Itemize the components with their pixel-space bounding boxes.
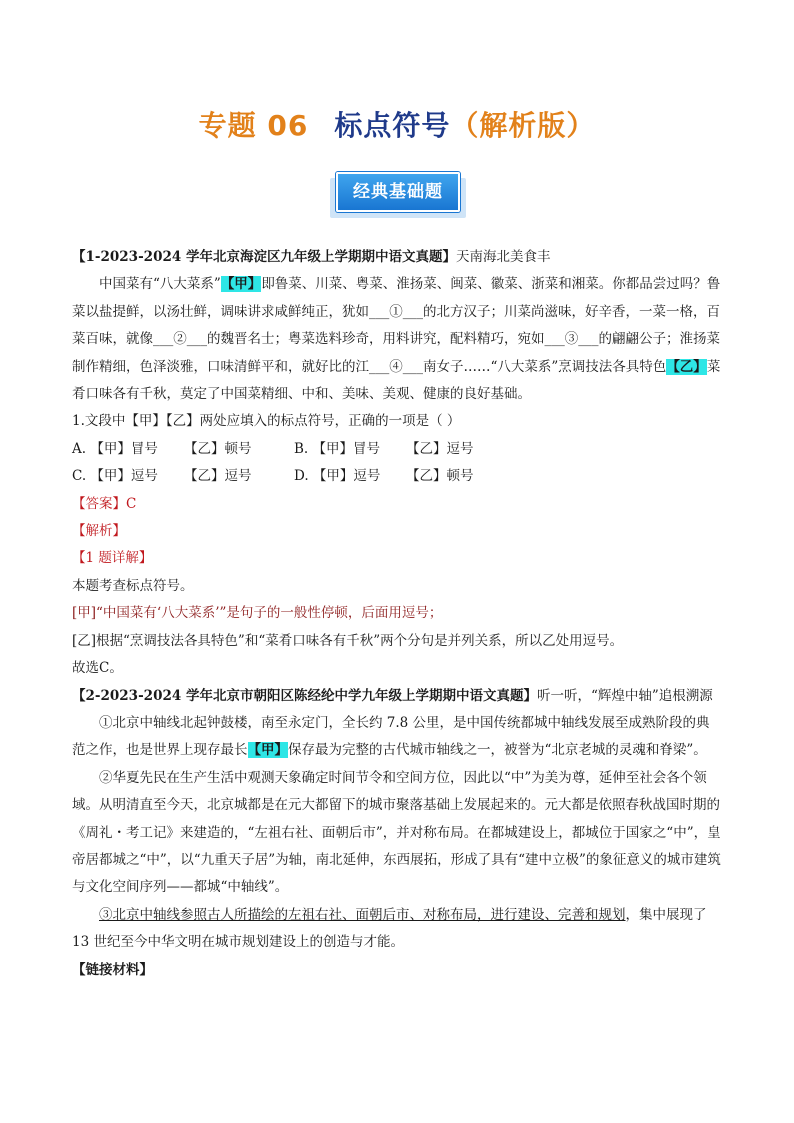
mark-jia: 【甲】	[220, 276, 262, 293]
mark-yi: 【乙】	[666, 358, 707, 375]
option-d: D. 【甲】逗号	[294, 468, 381, 485]
explanation-line: 本题考查标点符号。	[72, 577, 194, 594]
question-2-topic: 听一听，“辉煌中轴”追根溯源	[536, 687, 713, 704]
question-1-topic: 天南海北美食丰	[455, 249, 551, 265]
badge-label: 经典基础题	[336, 172, 460, 212]
passage-text: 中国菜有“八大菜系”	[99, 276, 221, 293]
option-a-yi: 【乙】顿号	[184, 440, 252, 457]
answer-label: 【答案】C	[72, 495, 137, 512]
option-b-yi: 【乙】逗号	[406, 440, 474, 457]
options-row-2	[72, 463, 722, 490]
passage-text: ①北京中轴线北起钟鼓楼，南至永定门，全长约 7.8 公里，是中国传统都城中轴线发展至成熟阶段的典范之作，也是世界上现存最长	[72, 714, 710, 759]
passage-text: 保存最为完整的古代城市轴线之一，被誉为“北京老城的灵魂和脊梁”。	[288, 742, 707, 759]
title-topic-name: 标点符号	[334, 109, 451, 142]
explanation-line: [乙]根据“烹调技法各具特色”和“菜肴口味各有千秋”两个分句是并列关系，所以乙处用逗号。	[72, 632, 624, 649]
passage-text: 即鲁菜、川菜、粤菜、淮扬菜、闽菜、徽菜、浙菜和湘菜。你都品尝过吗？鲁菜以盐提鲜，以汤壮鲜，调味讲求咸鲜纯正，犹如___①___的北方汉子；川菜尚滋味，好辛香，一菜一格，百菜百味，就像___②___的魏晋名士；粤菜选料珍奇，用料讲究，配料精巧，宛如___③___的翩翩公子；淮扬菜制作精细，色泽淡雅，口味清鲜平和，就好比的江___④___南女子……“八大菜系”烹调技法各具特色	[72, 276, 721, 375]
option-d-yi: 【乙】顿号	[406, 468, 474, 485]
title-topic-number: 专题 06	[198, 109, 309, 142]
question-2-source: 【2-2023-2024 学年北京市朝阳区陈经纶中学九年级上学期期中语文真题】	[72, 687, 537, 704]
link-material-label: 【链接材料】	[72, 961, 153, 978]
question-1-stem: 1.文段中【甲】【乙】两处应填入的标点符号，正确的一项是（ ）	[72, 413, 461, 430]
title-edition: （解析版）	[450, 109, 596, 142]
section-badge	[330, 172, 466, 222]
mark-jia-2: 【甲】	[247, 742, 288, 759]
explanation-line: [甲]“中国菜有‘八大菜系’”是句子的一般性停顿，后面用逗号；	[72, 605, 443, 622]
question-2-paragraph-1	[72, 710, 722, 765]
passage-text: ，集中展现了 13 世纪至今中华文明在城市规划建设上的创造与才能。	[72, 906, 707, 951]
question-2-header	[72, 683, 722, 710]
underlined-sentence: ③北京中轴线参照古人所描绘的左祖右社、面朝后市、对称布局，进行建设、完善和规划	[99, 906, 626, 923]
question-1-passage	[72, 271, 722, 408]
page-title	[0, 104, 794, 144]
detail-label: 【1 题详解】	[72, 550, 153, 567]
question-1-source: 【1-2023-2024 学年北京海淀区九年级上学期期中语文真题】	[72, 249, 456, 265]
question-1-header	[72, 244, 722, 271]
option-c-yi: 【乙】逗号	[184, 468, 252, 485]
option-c: C. 【甲】逗号	[72, 468, 158, 485]
options-row-1	[72, 436, 722, 463]
document-body	[72, 244, 722, 984]
explanation-line: 故选C。	[72, 660, 123, 677]
analysis-label: 【解析】	[72, 523, 126, 540]
option-b: B. 【甲】冒号	[294, 440, 381, 457]
question-2-paragraph-2: ②华夏先民在生产生活中观测天象确定时间节令和空间方位，因此以“中”为美为尊，延伸至社会各个领域。从明清直至今天，北京城都是在元大都留下的城市聚落基础上发展起来的。元大都是依照春秋战国时期的《周礼・考工记》来建造的，“左祖右社、面朝后市”，并对称布局。在都城建设上，都城位于国家之“中”，皇帝居都城之“中”，以“九重天子居”为轴，南北延伸，东西展拓，形成了具有“建中立极”的象征意义的城市建筑与文化空间序列——都城“中轴线”。	[72, 769, 721, 896]
question-2-paragraph-3	[72, 902, 722, 957]
option-a: A. 【甲】冒号	[72, 440, 158, 457]
passage-text: 菜肴口味各有千秋，莫定了中国菜精细、中和、美味、美观、健康的良好基础。	[72, 358, 721, 403]
